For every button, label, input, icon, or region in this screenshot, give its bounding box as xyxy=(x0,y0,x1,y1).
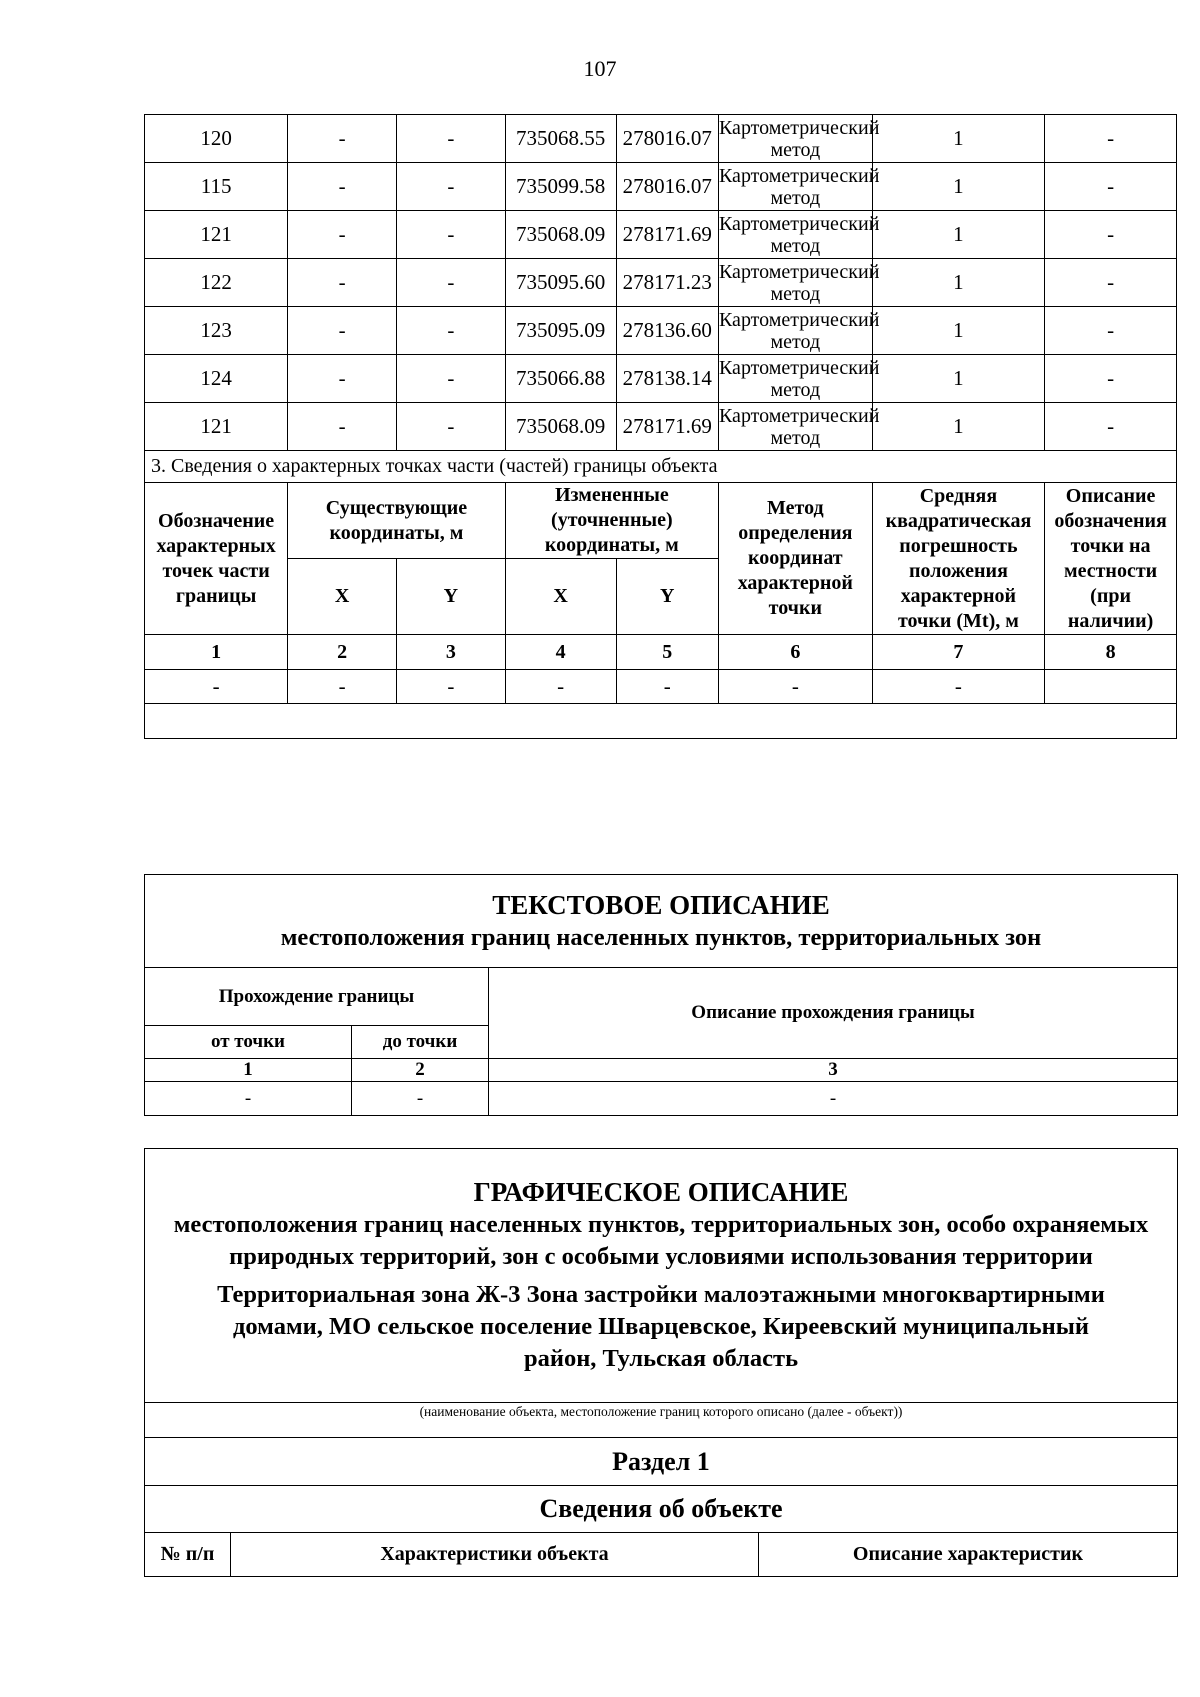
desc-cell: - xyxy=(1045,403,1177,451)
object-name: Территориальная зона Ж-3 Зона застройки малоэтажными многоквартирными домами, МО сельское поселение Шварцевское, Киреевский муниципальный район, Тульская область xyxy=(217,1281,1105,1372)
table-cell: - xyxy=(288,211,397,259)
desc-cell: - xyxy=(1045,307,1177,355)
header-characteristics-desc: Описание характеристик xyxy=(759,1533,1178,1577)
header-existing: Существующие координаты, м xyxy=(288,483,505,559)
point-cell: 121 xyxy=(145,403,288,451)
header-y: Y xyxy=(616,559,718,635)
coordinates-table xyxy=(144,114,1177,739)
y-coordinate-cell: 278016.07 xyxy=(616,163,718,211)
point-cell: 124 xyxy=(145,355,288,403)
table-cell: - xyxy=(396,307,505,355)
graphic-description-table xyxy=(144,1148,1178,1577)
table-cell: - xyxy=(396,259,505,307)
table-cell: - xyxy=(396,211,505,259)
graphic-description-heading xyxy=(145,1149,1178,1403)
column-number: 2 xyxy=(288,635,397,670)
point-cell: 115 xyxy=(145,163,288,211)
column-number: 1 xyxy=(145,635,288,670)
text-description-heading xyxy=(145,875,1178,968)
header-changed: Измененные (уточненные) координаты, м xyxy=(505,483,718,559)
empty-row xyxy=(145,704,1177,739)
header-passage: Прохождение границы xyxy=(145,968,489,1026)
desc-cell: - xyxy=(1045,355,1177,403)
y-coordinate-cell: 278138.14 xyxy=(616,355,718,403)
section-subheading: Сведения об объекте xyxy=(145,1486,1178,1533)
table-cell: - xyxy=(489,1082,1178,1116)
x-coordinate-cell: 735095.09 xyxy=(505,307,616,355)
header-passage-desc: Описание прохождения границы xyxy=(489,968,1178,1059)
column-number: 1 xyxy=(145,1059,352,1082)
mt-cell: 1 xyxy=(872,115,1045,163)
table-cell: - xyxy=(396,115,505,163)
column-number: 7 xyxy=(872,635,1045,670)
table-cell: - xyxy=(396,163,505,211)
y-coordinate-cell: 278016.07 xyxy=(616,115,718,163)
table-row xyxy=(145,355,1177,403)
table-cell: - xyxy=(616,670,718,704)
desc-cell: - xyxy=(1045,211,1177,259)
column-number: 6 xyxy=(718,635,872,670)
table-row xyxy=(145,259,1177,307)
section-3-title: 3. Сведения о характерных точках части (частей) границы объекта xyxy=(145,451,1177,483)
graphic-description-title: ГРАФИЧЕСКОЕ ОПИСАНИЕ xyxy=(473,1177,849,1207)
table-cell xyxy=(1045,670,1177,704)
x-coordinate-cell: 735068.55 xyxy=(505,115,616,163)
text-description-subtitle: местоположения границ населенных пунктов, территориальных зон xyxy=(280,923,1042,951)
method-cell: Картометрический метод xyxy=(718,116,880,161)
point-cell: 123 xyxy=(145,307,288,355)
x-coordinate-cell: 735095.60 xyxy=(505,259,616,307)
table-cell: - xyxy=(288,259,397,307)
table-row xyxy=(145,211,1177,259)
point-cell: 122 xyxy=(145,259,288,307)
method-cell: Картометрический метод xyxy=(718,212,880,257)
method-cell: Картометрический метод xyxy=(718,356,880,401)
table-cell: - xyxy=(145,1082,352,1116)
table-cell: - xyxy=(288,163,397,211)
header-designation: Обозначение характерных точек части границы xyxy=(145,483,288,635)
column-number: 4 xyxy=(505,635,616,670)
column-number: 3 xyxy=(396,635,505,670)
mt-cell: 1 xyxy=(872,211,1045,259)
text-description-title: ТЕКСТОВОЕ ОПИСАНИЕ xyxy=(492,889,830,920)
header-to: до точки xyxy=(352,1026,489,1059)
desc-cell: - xyxy=(1045,115,1177,163)
table-cell: - xyxy=(288,307,397,355)
column-number: 8 xyxy=(1045,635,1177,670)
header-y: Y xyxy=(396,559,505,635)
text-description-table xyxy=(144,874,1178,1116)
table-cell: - xyxy=(352,1082,489,1116)
x-coordinate-cell: 735068.09 xyxy=(505,211,616,259)
y-coordinate-cell: 278171.23 xyxy=(616,259,718,307)
mt-cell: 1 xyxy=(872,403,1045,451)
table-row xyxy=(145,403,1177,451)
table-cell: - xyxy=(288,115,397,163)
y-coordinate-cell: 278171.69 xyxy=(616,403,718,451)
mt-cell: 1 xyxy=(872,355,1045,403)
x-coordinate-cell: 735066.88 xyxy=(505,355,616,403)
header-from: от точки xyxy=(145,1026,352,1059)
method-cell: Картометрический метод xyxy=(718,404,880,449)
mt-cell: 1 xyxy=(872,163,1045,211)
method-cell: Картометрический метод xyxy=(718,260,880,305)
table-cell: - xyxy=(145,670,288,704)
y-coordinate-cell: 278136.60 xyxy=(616,307,718,355)
header-desc: Описание обозначения точки на местности (при наличии) xyxy=(1045,483,1177,635)
page-number: 107 xyxy=(583,56,617,81)
point-cell: 121 xyxy=(145,211,288,259)
mt-cell: 1 xyxy=(872,259,1045,307)
header-mt: Средняя квадратическая погрешность положения характерной точки (Mt), м xyxy=(872,483,1045,635)
section-heading: Раздел 1 xyxy=(145,1438,1178,1486)
table-row xyxy=(145,115,1177,163)
y-coordinate-cell: 278171.69 xyxy=(616,211,718,259)
method-cell: Картометрический метод xyxy=(718,308,880,353)
column-number: 3 xyxy=(489,1059,1178,1082)
header-method: Метод определения координат характерной точки xyxy=(718,483,872,635)
graphic-description-subtitle: местоположения границ населенных пунктов, территориальных зон, особо охраняемых природных территорий, зон с особыми условиями использования территории xyxy=(173,1211,1149,1270)
column-number: 2 xyxy=(352,1059,489,1082)
table-cell: - xyxy=(288,403,397,451)
table-cell: - xyxy=(396,403,505,451)
desc-cell: - xyxy=(1045,163,1177,211)
table-cell: - xyxy=(872,670,1045,704)
table-cell: - xyxy=(396,670,505,704)
header-characteristics: Характеристики объекта xyxy=(231,1533,759,1577)
table-row xyxy=(145,307,1177,355)
x-coordinate-cell: 735068.09 xyxy=(505,403,616,451)
point-cell: 120 xyxy=(145,115,288,163)
table-cell: - xyxy=(396,355,505,403)
column-number: 5 xyxy=(616,635,718,670)
table-cell: - xyxy=(288,670,397,704)
header-num: № п/п xyxy=(145,1533,231,1577)
table-row xyxy=(145,163,1177,211)
table-cell: - xyxy=(718,670,872,704)
x-coordinate-cell: 735099.58 xyxy=(505,163,616,211)
method-cell: Картометрический метод xyxy=(718,164,880,209)
table-cell: - xyxy=(505,670,616,704)
header-x: X xyxy=(505,559,616,635)
header-x: X xyxy=(288,559,397,635)
table-cell: - xyxy=(288,355,397,403)
desc-cell: - xyxy=(1045,259,1177,307)
mt-cell: 1 xyxy=(872,307,1045,355)
object-caption: (наименование объекта, местоположение границ которого описано (далее - объект)) xyxy=(145,1403,1178,1438)
